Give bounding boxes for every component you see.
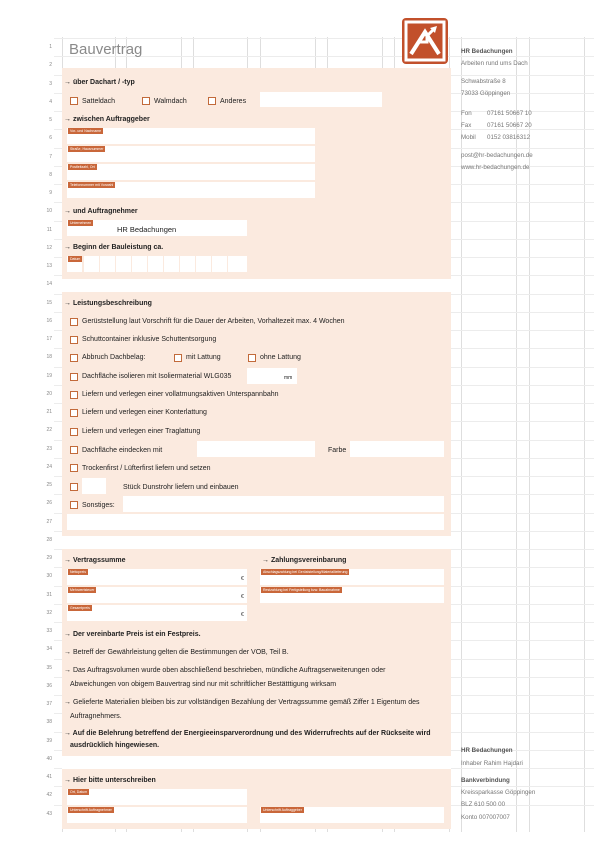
trockenfirst-checkbox[interactable] [70,464,78,472]
mm-unit: mm [284,375,293,381]
line-number: 17 [46,336,52,342]
line-number: 34 [46,646,52,653]
line-number: 4 [49,98,52,105]
line-number: 29 [46,555,52,561]
sonstiges-checkbox[interactable] [70,501,78,509]
line-number: 24 [46,463,52,470]
sonstiges-input-2[interactable] [67,514,444,530]
sum-heading: → Vertragssumme [64,557,126,564]
isolieren-label: Dachfläche isolieren mit Isoliermaterial WLG035 [82,373,232,380]
sidebar-slogan: Arbeiten rund ums Dach [461,60,528,67]
vob-text: → Betreff der Gewährleistung gelten die Bestimmungen der VOB, Teil B. [64,649,289,656]
ort-datum-tag: Ort, Datum [70,790,88,794]
line-number: 22 [46,427,52,434]
abbruch-checkbox[interactable] [70,354,78,362]
sidebar-owner: Inhaber Rahim Hajdari [461,760,523,767]
line-number: 11 [46,226,52,233]
sidebar-company-2: HR Bedachungen [461,747,513,754]
sidebar-bank-heading: Bankverbindung [461,777,510,784]
line-number: 21 [46,409,52,415]
material-text-2: Auftragnehmers. [70,713,122,720]
signature-client-tag: Unterschrift Auftraggeber [263,808,302,812]
signature-contractor-tag: Unterschrift Auftragnehmer [70,808,112,812]
sonstiges-label: Sonstiges: [82,502,115,509]
sidebar-street: Schwabstraße 8 [461,78,506,85]
sonstiges-input-1[interactable] [123,496,444,512]
traglattung-label: Liefern und verlegen einer Traglattung [82,428,201,435]
mehrwertsteuer-tag: Mehrwertsteuer [70,588,95,592]
line-number: 31 [46,591,52,598]
container-label: Schuttcontainer inklusive Schuttentsorgung [82,336,217,343]
date-digit-field[interactable] [84,256,99,272]
traglattung-checkbox[interactable] [70,428,78,436]
farbe-input[interactable] [350,441,444,457]
gesamtpreis-tag: Gesamtpreis [70,606,90,610]
line-number: 40 [46,755,52,762]
contractor-tag: Unternehmen [70,221,92,225]
sidebar-fax-label: Fax [461,122,472,129]
client-city-field[interactable] [67,164,315,180]
line-number: 7 [49,153,52,160]
anderes-label: Anderes [220,98,247,105]
euro-sign: € [241,612,244,618]
sidebar-mobil-label: Mobil [461,134,476,141]
anderes-input[interactable] [260,92,382,107]
sidebar-email: post@hr-bedachungen.de [461,152,533,159]
date-digit-field[interactable] [132,256,147,272]
date-digit-field[interactable] [196,256,211,272]
energie-text-2: ausdrücklich hingewiesen. [70,742,160,749]
client-street-tag: Straße, Hausnummer [70,147,104,151]
line-number: 23 [46,445,52,452]
signature-heading: → Hier bitte unterschreiben [64,777,156,784]
roof-type-heading: → über Dachart / -typ [64,79,135,86]
ohne-lattung-checkbox[interactable] [248,354,256,362]
line-number: 15 [46,299,52,306]
contractor-name: HR Bedachungen [117,225,177,234]
line-number: 8 [49,171,52,178]
sidebar-city: 73033 Göppingen [461,90,511,97]
client-city-tag: Postleitzahl, Ort [70,165,95,169]
sidebar-fax: 07161 50667 20 [487,122,532,129]
eindecken-checkbox[interactable] [70,446,78,454]
contractor-heading: → und Auftragnehmer [64,208,138,215]
geruest-label: Gerüststellung laut Vorschrift für die Dauer der Arbeiten, Vorhaltezeit max. 4 Wochen [82,318,345,325]
line-number: 30 [46,573,52,580]
grid-row-line [54,38,594,39]
mit-lattung-checkbox[interactable] [174,354,182,362]
konterlattung-label: Liefern und verlegen einer Konterlattung [82,409,207,416]
dunstrohr-label: Stück Dunstrohr liefern und einbauen [123,484,239,491]
client-name-field[interactable] [67,128,315,144]
line-number: 28 [46,536,52,543]
house-roof-logo-icon [402,18,448,64]
line-number: 16 [46,317,52,324]
volumen-text-1: → Das Auftragsvolumen wurde oben abschließend beschrieben, mündliche Auftragserweiterungen oder [64,667,386,674]
line-number: 9 [49,190,52,196]
restzahlung-tag: Restzahlung bei Fertigstellung bzw. Bauabnahme [263,588,340,592]
date-digit-field[interactable] [180,256,195,272]
date-digit-field[interactable] [116,256,131,272]
line-number: 5 [49,117,52,123]
date-digit-field[interactable] [100,256,115,272]
material-text-1: → Gelieferte Materialien bleiben bis zur vollständigen Bezahlung der Vertragssumme gemäß Ziffer 1 Eigentum des [64,699,420,706]
line-number: 39 [46,737,52,744]
date-digit-field[interactable] [148,256,163,272]
line-number: 19 [46,372,52,379]
line-number: 25 [46,482,52,488]
konterlattung-checkbox[interactable] [70,409,78,417]
sidebar-bank: Kreissparkasse Göppingen [461,789,536,796]
farbe-label: Farbe [328,447,347,454]
festpreis-text: → Der vereinbarte Preis ist ein Festpreis. [64,631,201,638]
line-number: 1 [49,44,52,50]
anderes-checkbox[interactable] [208,97,216,105]
blank-band [62,279,451,292]
dunstrohr-count-input[interactable] [82,478,106,494]
services-heading: → Leistungsbeschreibung [64,300,152,307]
sidebar-fon: 07161 50667 10 [487,110,532,117]
sidebar-web: www.hr-bedachungen.de [461,164,530,171]
payment-heading: → Zahlungsvereinbarung [262,557,347,564]
line-number: 33 [46,628,52,634]
line-number: 18 [46,354,52,361]
energie-text-1: → Auf die Belehrung betreffend der Energieeinsparverordnung und des Widerrufrechts auf der Rückseite wird [64,730,431,737]
page-title: Bauvertrag [69,41,143,58]
nettopreis-tag: Nettopreis [70,570,86,574]
eindecken-input[interactable] [197,441,315,457]
geruest-checkbox[interactable] [70,318,78,326]
walmdach-checkbox[interactable] [142,97,150,105]
sidebar-fon-label: Fon [461,110,472,117]
line-number: 6 [49,135,52,142]
line-number: 14 [46,281,52,288]
eindecken-label: Dachfläche eindecken mit [82,447,163,454]
line-number: 26 [46,500,52,507]
euro-sign: € [241,576,244,582]
line-number: 42 [46,792,52,799]
sidebar-konto: Konto 007007007 [461,814,510,821]
start-heading: → Beginn der Bauleistung ca. [64,244,164,251]
satteldach-checkbox[interactable] [70,97,78,105]
client-name-tag: Vor- und Nachname [70,129,102,133]
line-number: 38 [46,719,52,726]
line-number: 12 [46,244,52,251]
client-heading: → zwischen Auftraggeber [64,116,150,123]
abschlag-tag: Abschlagszahlung bei Gerüststellung/Materiallieferung [263,570,348,574]
line-number: 10 [46,208,52,215]
client-phone-tag: Telefonnummer mit Vorwahl [70,183,114,187]
line-number: 41 [46,774,52,780]
satteldach-label: Satteldach [82,98,116,105]
line-number: 43 [46,810,52,817]
line-number: 32 [46,609,52,616]
date-digit-field[interactable] [164,256,179,272]
line-number: 36 [46,682,52,689]
blank-band [62,756,451,769]
nettopreis-field[interactable] [67,569,247,585]
dunstrohr-checkbox[interactable] [70,483,78,491]
unterspannbahn-checkbox[interactable] [70,391,78,399]
ort-datum-field[interactable] [67,789,247,805]
date-tag: Datum [70,257,81,261]
container-checkbox[interactable] [70,336,78,344]
line-number: 2 [49,62,52,69]
date-digit-field[interactable] [228,256,247,272]
volumen-text-2: Abweichungen von obigem Bauvertrag sind nur mit schriftlicher Bestätttigung wirksam [70,681,337,688]
unterspannbahn-label: Liefern und verlegen einer vollatmungsaktiven Unterspannbahn [82,391,279,398]
trockenfirst-label: Trockenfirst / Lüfterfirst liefern und setzen [82,465,211,472]
isolieren-checkbox[interactable] [70,373,78,381]
line-number: 13 [46,263,52,269]
line-number: 27 [46,518,52,525]
sidebar-blz: BLZ 610 500 00 [461,801,506,808]
line-number: 20 [46,390,52,397]
line-number: 35 [46,664,52,671]
mit-lattung-label: mit Lattung [186,354,221,361]
abbruch-label: Abbruch Dachbelag: [82,354,146,361]
blank-band [62,536,451,549]
line-number: 3 [49,80,52,87]
ohne-lattung-label: ohne Lattung [260,354,301,361]
date-digit-field[interactable] [212,256,227,272]
sidebar-company: HR Bedachungen [461,48,513,55]
euro-sign: € [241,594,244,600]
sidebar-mobil: 0152 03816312 [487,134,531,141]
line-number: 37 [46,701,52,707]
walmdach-label: Walmdach [154,98,187,105]
gesamtpreis-field[interactable] [67,605,247,621]
